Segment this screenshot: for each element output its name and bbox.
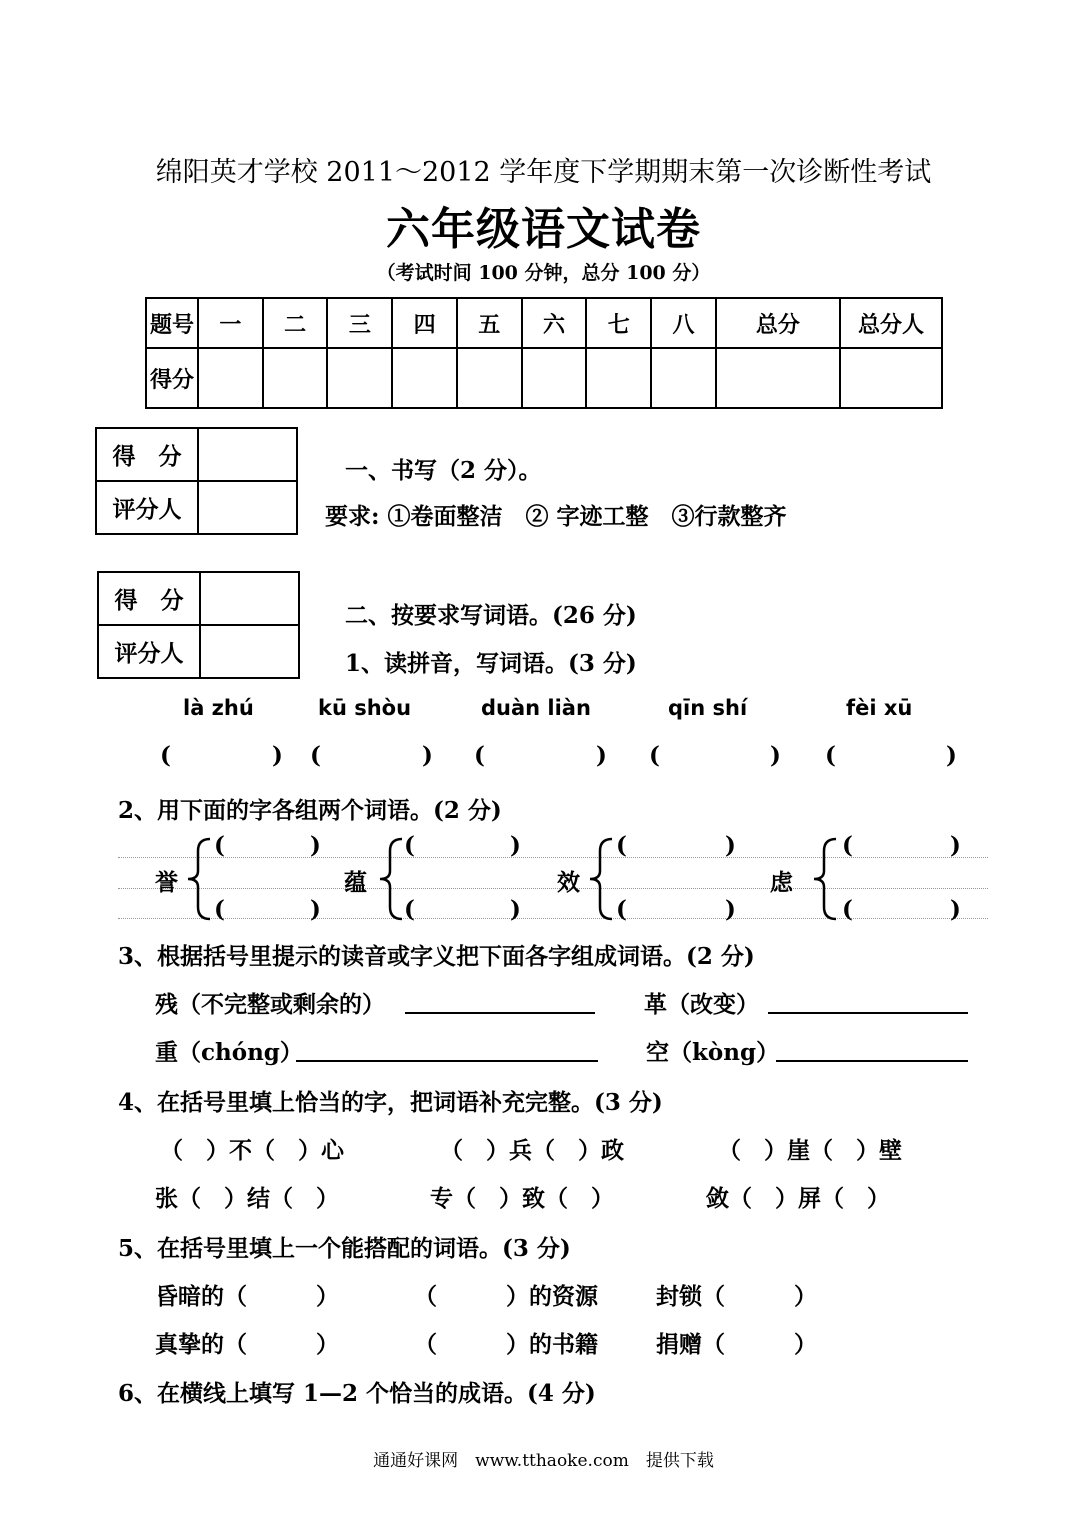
grader-name-entry[interactable] [200,625,299,678]
question-4: 4、在括号里填上恰当的字，把词语补充完整。(3 分) [118,1089,663,1116]
score-entry-cell[interactable] [457,348,522,408]
q3-answer-line[interactable] [768,1012,968,1014]
q3-item: 残（不完整或剩余的） [155,991,385,1018]
answer-blank-open: ( [616,896,627,923]
score-table-score-row [146,348,942,408]
brace-group-graphic [150,833,1010,925]
answer-blank-close: ) [596,742,607,769]
answer-blank-close: ) [770,742,781,769]
q2-char: 誉 [155,869,178,896]
answer-blank-open: ( [214,832,225,859]
answer-blank-close: ) [950,832,961,859]
q5-item[interactable]: （ ）的资源 [414,1283,598,1310]
grader-name-label: 评分人 [98,625,200,678]
answer-blank-open: ( [649,742,660,769]
answer-blank-close: ) [310,896,321,923]
answer-blank-open: ( [404,896,415,923]
q4-item[interactable]: （ ）不（ ）心 [160,1137,344,1164]
score-table-cell: 四 [392,298,457,348]
q3-answer-line[interactable] [296,1060,598,1062]
q4-item[interactable]: 敛（ ）屏（ ） [706,1185,890,1212]
brace-icon [590,839,612,919]
q4-item[interactable]: 专（ ）致（ ） [430,1185,614,1212]
score-table-cell: 六 [522,298,587,348]
answer-blank-open: ( [404,832,415,859]
score-entry-cell[interactable] [651,348,716,408]
answer-blank-close: ) [510,832,521,859]
score-table-cell: 二 [263,298,328,348]
q3-item: 空（kòng） [646,1039,780,1066]
section-2-heading: 二、按要求写词语。(26 分) [345,602,637,629]
pinyin-item: fèi xū [846,696,913,720]
q4-item[interactable]: 张（ ）结（ ） [155,1185,339,1212]
score-table-cell: 得分 [146,348,198,408]
answer-blank-open: ( [616,832,627,859]
grader-score-entry[interactable] [200,572,299,625]
answer-blank-close: ) [950,896,961,923]
score-table-cell: 七 [586,298,651,348]
q4-item[interactable]: （ ）兵（ ）政 [440,1137,624,1164]
section-1-heading: 一、书写（2 分）。 [345,457,542,484]
grader-name-entry[interactable] [198,481,297,534]
score-table-cell: 八 [651,298,716,348]
q3-item: 革（改变） [644,991,759,1018]
pinyin-item: là zhú [183,696,254,720]
brace-icon [814,839,836,919]
question-1: 1、读拼音，写词语。(3 分) [345,650,637,677]
pinyin-item: duàn liàn [481,696,591,720]
score-entry-cell[interactable] [198,348,263,408]
answer-blank-close: ) [725,896,736,923]
answer-blank-open: ( [825,742,836,769]
pinyin-item: qīn shí [668,696,748,720]
grader-score-label: 得 分 [96,428,198,481]
q3-answer-line[interactable] [405,1012,595,1014]
score-table-cell: 五 [457,298,522,348]
q5-item[interactable]: （ ）的书籍 [414,1331,598,1358]
grader-box-section-1 [95,427,298,535]
score-table [145,297,943,409]
score-entry-cell[interactable] [586,348,651,408]
score-table-cell: 总分人 [840,298,942,348]
q4-item[interactable]: （ ）崖（ ）壁 [718,1137,902,1164]
q5-item[interactable]: 真挚的（ ） [155,1331,339,1358]
q5-item[interactable]: 封锁（ ） [656,1283,817,1310]
q5-item[interactable]: 捐赠（ ） [656,1331,817,1358]
exam-subtitle: 绵阳英才学校 2011～2012 学年度下学期期末第一次诊断性考试 [155,157,932,188]
q2-char: 虑 [770,869,793,896]
answer-blank-close: ) [946,742,957,769]
question-3: 3、根据括号里提示的读音或字义把下面各字组成词语。(2 分) [118,943,755,970]
score-entry-cell[interactable] [327,348,392,408]
score-table-cell: 总分 [716,298,840,348]
answer-blank-close: ) [310,832,321,859]
answer-blank-open: ( [842,896,853,923]
answer-blank-close: ) [725,832,736,859]
q5-item[interactable]: 昏暗的（ ） [155,1283,339,1310]
answer-blank-close: ) [422,742,433,769]
answer-blank-open: ( [310,742,321,769]
answer-blank-close: ) [272,742,283,769]
exam-title: 六年级语文试卷 [386,204,701,255]
section-1-requirement: 要求: ①卷面整洁 ② 字迹工整 ③行款整齐 [325,503,787,530]
grader-score-entry[interactable] [198,428,297,481]
score-entry-cell[interactable] [716,348,840,408]
exam-time-note: （考试时间 100 分钟，总分 100 分） [376,262,711,284]
score-entry-cell[interactable] [840,348,942,408]
brace-icon [380,839,402,919]
question-2: 2、用下面的字各组两个词语。(2 分) [118,797,502,824]
score-entry-cell[interactable] [392,348,457,408]
answer-blank-close: ) [510,896,521,923]
question-6: 6、在横线上填写 1—2 个恰当的成语。(4 分) [118,1380,596,1407]
page-footer: 通通好课网 www.tthaoke.com 提供下载 [373,1451,714,1471]
score-table-cell: 三 [327,298,392,348]
q3-answer-line[interactable] [776,1060,968,1062]
score-entry-cell[interactable] [263,348,328,408]
answer-blank-open: ( [842,832,853,859]
answer-blank-open: ( [474,742,485,769]
score-entry-cell[interactable] [522,348,587,408]
answer-blank-open: ( [214,896,225,923]
q3-item: 重（chóng） [155,1039,303,1066]
pinyin-item: kū shòu [318,696,412,720]
grader-name-label: 评分人 [96,481,198,534]
q2-char: 效 [557,869,580,896]
grader-score-label: 得 分 [98,572,200,625]
grader-box-section-2 [97,571,300,679]
score-table-cell: 题号 [146,298,198,348]
answer-blank-open: ( [160,742,171,769]
brace-icon [188,839,210,919]
score-table-header-row [146,298,942,348]
score-table-cell: 一 [198,298,263,348]
question-5: 5、在括号里填上一个能搭配的词语。(3 分) [118,1235,571,1262]
q2-char: 蕴 [344,869,367,896]
